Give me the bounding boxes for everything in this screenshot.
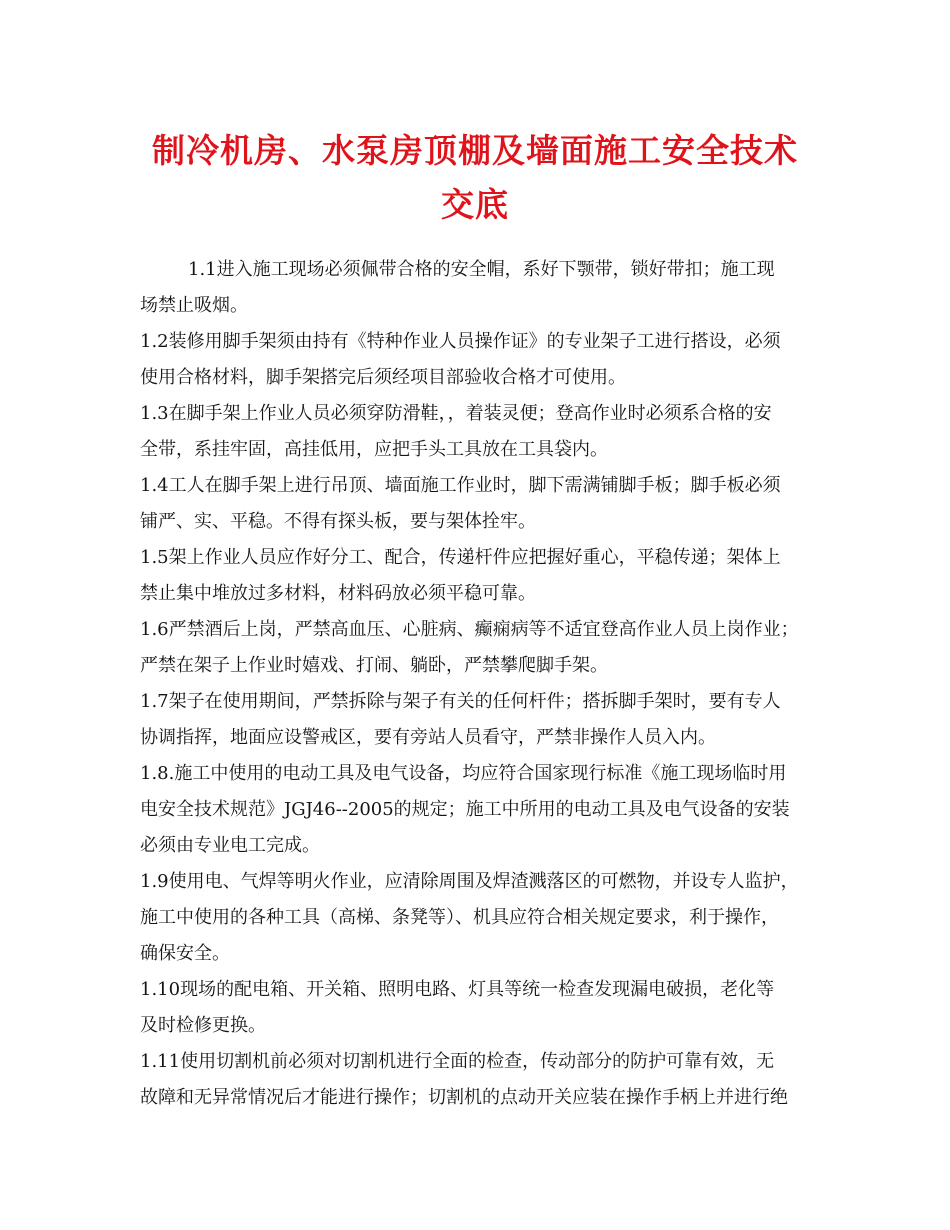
title-line: 交底 (441, 185, 509, 224)
text-line: 1.3在脚手架上作业人员必须穿防滑鞋，，着装灵便；登高作业时必须系合格的安 (140, 403, 772, 424)
paragraph-1-6 (140, 612, 816, 684)
text-line: 必须由专业电工完成。 (140, 835, 320, 856)
text-line: 1.10现场的配电箱、开关箱、照明电路、灯具等统一检查发现漏电破损，老化等 (140, 979, 775, 1000)
text-line: 1.8.施工中使用的电动工具及电气设备，均应符合国家现行标准《施工现场临时用 (140, 763, 787, 784)
title-line: 制冷机房、水泵房顶棚及墙面施工安全技术 (152, 131, 798, 170)
document-title (120, 124, 830, 232)
text-line: 电安全技术规范》JGJ46--2005的规定；施工中所用的电动工具及电气设备的安装 (140, 799, 790, 820)
text-line: 1.2装修用脚手架须由持有《特种作业人员操作证》的专业架子工进行搭设，必须 (140, 331, 781, 352)
text-line: 施工中使用的各种工具（高梯、条凳等）、机具应符合相关规定要求，利于操作， (140, 907, 779, 928)
text-line: 1.11使用切割机前必须对切割机进行全面的检查，传动部分的防护可靠有效，无 (140, 1051, 775, 1072)
text-line: 铺严、实、平稳。不得有探头板，要与架体拴牢。 (140, 511, 536, 532)
text-line: 故障和无异常情况后才能进行操作；切割机的点动开关应装在操作手柄上并进行绝 (140, 1087, 788, 1108)
document-body (140, 252, 816, 1116)
paragraph-1-5 (140, 540, 816, 612)
paragraph-1-2 (140, 324, 816, 396)
text-line: 协调指挥，地面应设警戒区，要有旁站人员看守，严禁非操作人员入内。 (140, 727, 716, 748)
text-line: 1.4工人在脚手架上进行吊顶、墙面施工作业时，脚下需满铺脚手板；脚手板必须 (140, 475, 781, 496)
text-line: 1.9使用电、气焊等明火作业，应清除周围及焊渣溅落区的可燃物，并设专人监护， (140, 871, 799, 892)
text-line: 全带，系挂牢固，高挂低用，应把手头工具放在工具袋内。 (140, 439, 608, 460)
paragraph-1-8 (140, 756, 816, 864)
paragraph-1-7 (140, 684, 816, 756)
text-line: 使用合格材料，脚手架搭完后须经项目部验收合格才可使用。 (140, 367, 626, 388)
paragraph-1-11 (140, 1044, 816, 1116)
text-line: 严禁在架子上作业时嬉戏、打闹、躺卧，严禁攀爬脚手架。 (140, 655, 608, 676)
text-line: 1.5架上作业人员应作好分工、配合，传递杆件应把握好重心，平稳传递；架体上 (140, 547, 781, 568)
text-line: 1.7架子在使用期间，严禁拆除与架子有关的任何杆件；搭拆脚手架时，要有专人 (140, 691, 781, 712)
paragraph-1-1 (140, 252, 816, 324)
text-line: 禁止集中堆放过多材料，材料码放必须平稳可靠。 (140, 583, 536, 604)
paragraph-1-4 (140, 468, 816, 540)
paragraph-1-9 (140, 864, 816, 972)
paragraph-1-3 (140, 396, 816, 468)
text-line: 1.1进入施工现场必须佩带合格的安全帽，系好下颚带，锁好带扣；施工现 (188, 259, 775, 280)
paragraph-1-10 (140, 972, 816, 1044)
text-line: 场禁止吸烟。 (140, 295, 248, 316)
text-line: 确保安全。 (140, 943, 230, 964)
text-line: 及时检修更换。 (140, 1015, 266, 1036)
text-line: 1.6严禁酒后上岗，严禁高血压、心脏病、癫痫病等不适宜登高作业人员上岗作业； (140, 619, 799, 640)
